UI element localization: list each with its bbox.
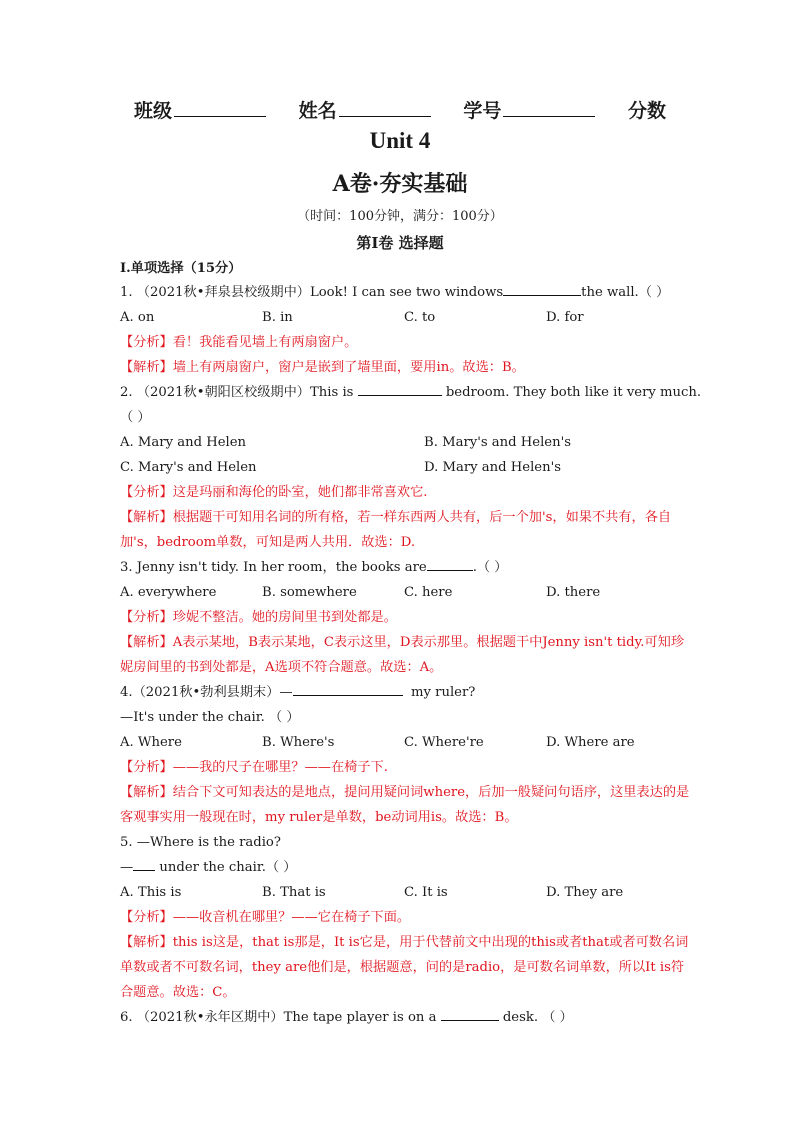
score-label: 分数 — [627, 100, 666, 122]
option: C. here — [404, 585, 453, 600]
answer-blank — [133, 857, 155, 871]
option: C. Where're — [404, 735, 484, 750]
question-4-stem-cont: —It's under the chair. （ ） — [120, 710, 300, 725]
question-1-stem: 1. （2021秋•拜泉县校级期中）Look! I can see two windows the wall.（ ） — [120, 280, 690, 305]
answer-blank — [358, 382, 442, 396]
question-3-stem: 3. Jenny isn't tidy. In her room，the books are .（ ） — [120, 555, 690, 580]
question-1-explain: 【解析】墙上有两扇窗户，窗户是嵌到了墙里面，要用in。故选：B。 — [120, 360, 525, 375]
class-blank — [174, 98, 266, 117]
question-5-options — [120, 880, 690, 905]
number-label: 学号 — [463, 100, 502, 122]
option: A. Where — [120, 735, 182, 750]
answer-blank — [503, 282, 581, 296]
option: C. to — [404, 310, 436, 325]
option: C. It is — [404, 885, 448, 900]
question-3-options — [120, 580, 690, 605]
part-title: 第Ⅰ卷 选择题 — [356, 234, 444, 252]
student-info-header — [0, 96, 800, 123]
option: B. Mary's and Helen's — [424, 435, 571, 450]
question-1-options — [120, 305, 690, 330]
question-1-analysis: 【分析】看！我能看见墙上有两扇窗户。 — [120, 335, 358, 350]
name-label: 姓名 — [298, 100, 337, 122]
question-2-stem: 2. （2021秋•朝阳区校级期中）This is bedroom. They both like it very much. — [120, 380, 690, 405]
question-2-options-row2 — [120, 455, 690, 480]
unit-title: Unit 4 — [369, 128, 431, 153]
option: D. there — [546, 585, 601, 600]
option: D. They are — [546, 885, 624, 900]
question-2-stem-cont: （ ） — [120, 410, 151, 425]
question-4-stem: 4.（2021秋•勃利县期末）— my ruler? — [120, 680, 690, 705]
answer-blank — [441, 1007, 499, 1021]
time-note: （时间：100分钟，满分：100分） — [297, 209, 503, 224]
number-blank — [503, 98, 595, 117]
section-title: I.单项选择（15分） — [120, 261, 242, 276]
question-5-analysis: 【分析】——收音机在哪里？——它在椅子下面。 — [120, 910, 411, 925]
option: D. Where are — [546, 735, 635, 750]
class-label: 班级 — [134, 100, 173, 122]
question-2-options-row1 — [120, 430, 690, 455]
paper-title: A卷·夯实基础 — [332, 171, 468, 197]
name-blank — [339, 98, 431, 117]
option: B. Where's — [262, 735, 335, 750]
question-6-stem: 6. （2021秋•永年区期中）The tape player is on a desk. （ ） — [120, 1005, 690, 1030]
option: A. This is — [120, 885, 182, 900]
answer-blank — [293, 682, 403, 696]
option: B. That is — [262, 885, 326, 900]
question-4-options — [120, 730, 690, 755]
question-5-explain: 【解析】this is这是，that is那是，It is它是，用于代替前文中出现的this或者that或者可数名词单数或者不可数名词，they are他们是，根据题意，问的是radio，是可数名词单数，所以It is符合题意。故选：C。 — [120, 935, 689, 1000]
question-2-analysis: 【分析】这是玛丽和海伦的卧室，她们都非常喜欢它. — [120, 485, 428, 500]
option: A. everywhere — [120, 585, 217, 600]
question-content — [120, 258, 702, 1030]
question-5-stem-cont: — under the chair.（ ） — [120, 855, 690, 880]
question-3-analysis: 【分析】珍妮不整洁。她的房间里书到处都是。 — [120, 610, 397, 625]
question-4-explain: 【解析】结合下文可知表达的是地点，提问用疑问词where，后加一般疑问句语序，这里表达的是客观事实用一般现在时，my ruler是单数，be动词用is。故选：B。 — [120, 785, 690, 825]
question-4-analysis: 【分析】——我的尺子在哪里？——在椅子下. — [120, 760, 388, 775]
option: B. somewhere — [262, 585, 357, 600]
question-2-explain: 【解析】根据题干可知用名词的所有格，若一样东西两人共有，后一个加's，如果不共有，各自加's，bedroom单数，可知是两人共用．故选：D. — [120, 510, 672, 550]
option: D. Mary and Helen's — [424, 460, 562, 475]
question-5-stem: 5. —Where is the radio? — [120, 835, 281, 850]
option: A. Mary and Helen — [120, 435, 247, 450]
option: D. for — [546, 310, 584, 325]
option: B. in — [262, 310, 293, 325]
question-3-explain: 【解析】A表示某地，B表示某地，C表示这里，D表示那里。根据题干中Jenny isn't tidy.可知珍妮房间里的书到处都是，A选项不符合题意。故选：A。 — [120, 635, 685, 675]
option: C. Mary's and Helen — [120, 460, 257, 475]
answer-blank — [427, 557, 473, 571]
option: A. on — [120, 310, 155, 325]
